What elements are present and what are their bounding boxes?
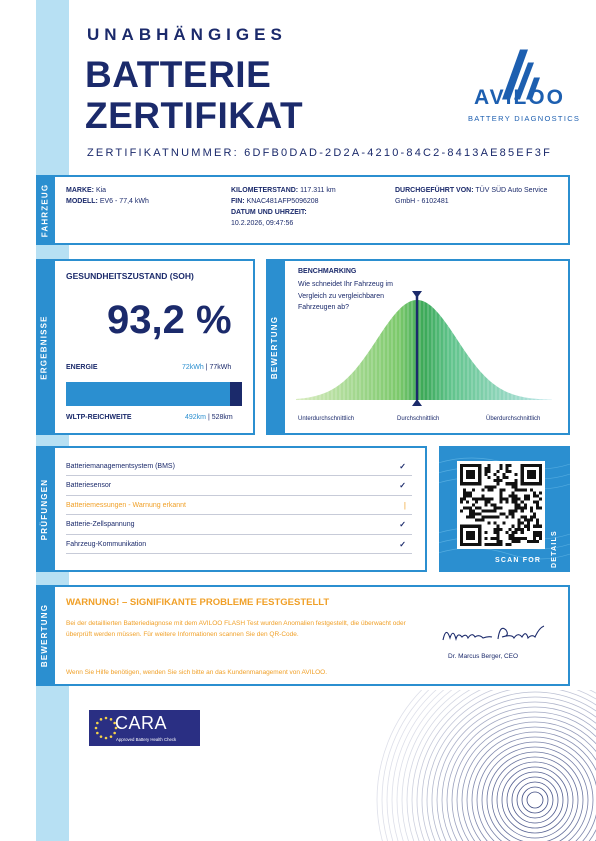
energy-values: 72kWh | 77kWh: [182, 364, 232, 371]
aviloo-logo-icon: [470, 22, 570, 127]
title-line-2: ZERTIFIKAT: [85, 95, 304, 136]
decorative-waves-icon: [370, 690, 596, 841]
assessment-section-tab: BEWERTUNG: [36, 585, 53, 686]
cara-subtitle: Approved Battery Health Check: [116, 737, 177, 742]
check-mark-icon: ✓: [399, 539, 406, 549]
energy-label: ENERGIE: [66, 364, 98, 371]
vehicle-brand-model: MARKE: Kia MODELL: EV6 - 77,4 kWh: [66, 187, 149, 205]
warning-mark-icon: |: [403, 500, 406, 510]
details-label: DETAILS: [551, 530, 558, 568]
ceo-signature-icon: [440, 620, 550, 648]
energy-range-bar: [66, 382, 242, 406]
check-item-label: Fahrzeug-Kommunikation: [66, 540, 147, 548]
logo-wordmark: AVILOO: [474, 86, 565, 109]
benchmark-title: BENCHMARKING: [298, 268, 357, 275]
scan-for-label: SCAN FOR: [495, 557, 542, 564]
benchmark-axis-average: Durchschnittlich: [397, 416, 440, 422]
check-item: [66, 535, 412, 554]
benchmark-section-tab: BEWERTUNG: [266, 259, 283, 435]
warning-title: WARNUNG! – SIGNIFIKANTE PROBLEME FESTGESTELLT: [66, 597, 330, 608]
help-text: Wenn Sie Hilfe benötigen, wenden Sie sich bitte an das Kundenmanagement von AVILOO.: [66, 669, 328, 676]
vehicle-performed-by: DURCHGEFÜHRT VON: TÜV SÜD Auto Service GmbH - 6102481: [395, 187, 548, 205]
check-item: [66, 477, 412, 496]
warning-text: Bei der detaillierten Batteriediagnose mit dem AVILOO FLASH Test wurden Anomalien festgestellt, die überwacht oder überprüft werden müssen. Für weitere Informationen scannen Sie den QR-Code.: [66, 620, 406, 638]
benchmark-axis-below: Unterdurchschnittlich: [298, 416, 355, 422]
benchmark-question: Wie schneidet Ihr Fahrzeug im Vergleich zu vergleichbaren Fahrzeugen ab?: [298, 281, 393, 311]
check-mark-icon: ✓: [399, 461, 406, 471]
energy-range-bar-fill: [66, 382, 230, 406]
title-line-1: BATTERIE: [85, 54, 272, 95]
check-item-label: Batteriemessungen - Warnung erkannt: [66, 501, 186, 509]
cara-wordmark: CARA: [115, 713, 168, 733]
soh-label: GESUNDHEITSZUSTAND (SOH): [66, 271, 194, 281]
check-item-label: Batterie-Zellspannung: [66, 521, 135, 528]
vehicle-mileage-vin: KILOMETERSTAND: 117.311 km FIN: KNAC481AFP5096208 DATUM UND UHRZEIT: 10.2.2026, 09:47:56: [231, 187, 336, 227]
range-values: 492km | 528km: [185, 414, 233, 421]
check-item: [66, 496, 412, 515]
check-mark-icon: ✓: [399, 520, 406, 529]
check-item-label: Batteriesensor: [66, 482, 112, 489]
qr-code-icon[interactable]: [457, 461, 545, 549]
results-box: [53, 259, 255, 435]
checks-section-tab: PRÜFUNGEN: [36, 446, 53, 572]
certificate-kicker: UNABHÄNGIGES: [87, 25, 287, 44]
range-label: WLTP-REICHWEITE: [66, 414, 132, 421]
benchmark-axis-above: Überdurchschnittlich: [486, 416, 541, 422]
check-item-label: Batteriemanagementsystem (BMS): [66, 462, 175, 470]
signatory-name: Dr. Marcus Berger, CEO: [448, 653, 519, 660]
certificate-title: [85, 54, 303, 136]
logo-subtitle: BATTERY DIAGNOSTICS: [468, 114, 581, 123]
soh-value: 93,2 %: [107, 298, 232, 342]
check-item: [66, 516, 412, 535]
check-item: [66, 457, 412, 476]
vehicle-section-tab: FAHRZEUG: [36, 175, 53, 245]
results-section-tab: ERGEBNISSE: [36, 259, 53, 435]
benchmark-distribution-curve: [296, 288, 552, 408]
check-mark-icon: ✓: [399, 481, 406, 490]
certificate-number: ZERTIFIKATNUMMER: 6DFB0DAD-2D2A-4210-84C2-8413AE85EF3F: [87, 147, 553, 159]
